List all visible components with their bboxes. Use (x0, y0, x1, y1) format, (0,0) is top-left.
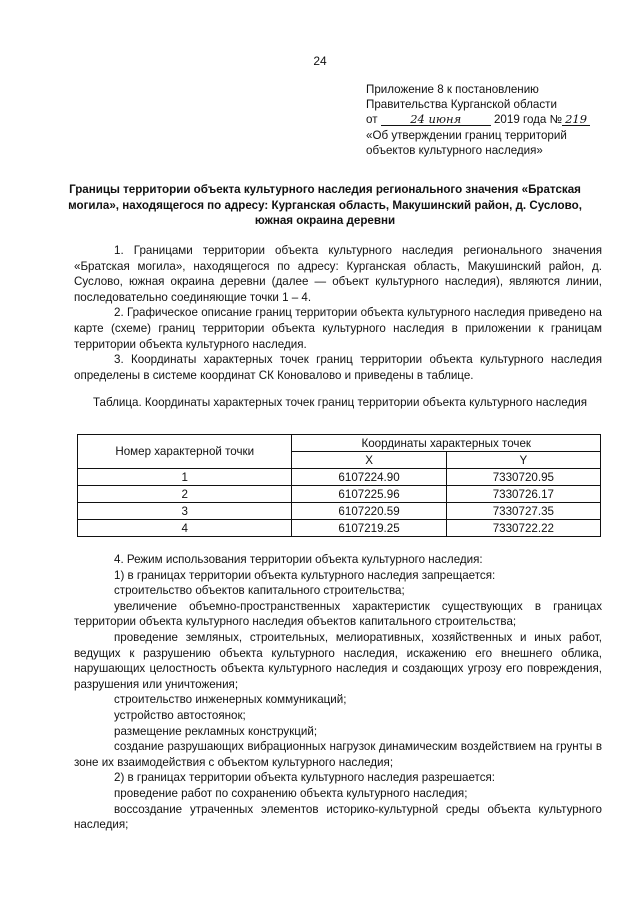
table-caption: Таблица. Координаты характерных точек границ территории объекта культурного наследия (92, 396, 587, 409)
regime-item: увеличение объемно-пространственных характеристик существующих в границах территории объекта культурного наследия объектов капитального строительства; (74, 599, 602, 629)
cell-point: 4 (78, 520, 292, 537)
regime-allowed-heading: 2) в границах территории объекта культурного наследия разрешается: (114, 771, 496, 785)
table-row (78, 503, 601, 520)
appendix-line-3 (366, 112, 611, 127)
table-header-row (78, 435, 601, 452)
regime-item: воссоздание утраченных элементов историко-культурной среды объекта культурного наследия; (74, 802, 602, 832)
header-point-number: Номер характерной точки (78, 435, 292, 469)
document-title: Границы территории объекта культурного наследия регионального значения «Братская могила», находящегося по адресу: Курганская область, Макушинский район, д. Суслово, южная окраина деревни (68, 183, 582, 228)
appendix-block (366, 82, 611, 158)
regime-item: размещение рекламных конструкций; (114, 724, 318, 738)
page-number: 24 (313, 54, 327, 68)
appendix-year-text: 2019 года № (493, 113, 563, 127)
regime-prohibited-heading: 1) в границах территории объекта культурного наследия запрещается: (114, 568, 496, 582)
header-y: Y (446, 452, 600, 469)
cell-x: 6107220.59 (292, 503, 446, 520)
regime-item: строительство объектов капитального строительства; (114, 584, 405, 598)
appendix-line-1: Приложение 8 к постановлению (366, 83, 539, 96)
header-x: X (292, 452, 446, 469)
handwritten-number: 219 (562, 113, 590, 126)
cell-y: 7330722.22 (446, 520, 600, 537)
paragraph-1: 1. Границами территории объекта культурного наследия регионального значения «Братская могила», находящегося по адресу: Курганская область, Макушинский район, д. Суслово, южная окраина деревни (далее — объект культурного наследия), являются линии, последовательно соединяющие точки 1 – 4. (74, 244, 602, 304)
table-row (78, 469, 601, 486)
regime-item: проведение работ по сохранению объекта культурного наследия; (114, 786, 468, 800)
appendix-date-prefix: от (366, 113, 378, 127)
cell-x: 6107224.90 (292, 469, 446, 486)
cell-y: 7330726.17 (446, 486, 600, 503)
handwritten-date: 24 июня (381, 113, 491, 126)
appendix-line-4: «Об утверждении границ территорий (366, 128, 567, 142)
appendix-line-5: объектов культурного наследия» (366, 143, 543, 157)
cell-x: 6107219.25 (292, 520, 446, 537)
table-row (78, 486, 601, 503)
cell-point: 2 (78, 486, 292, 503)
cell-y: 7330727.35 (446, 503, 600, 520)
paragraph-2: 2. Графическое описание границ территории объекта культурного наследия приведено на карте (схеме) границ территории объекта культурного наследия в приложении к границам территории объекта культурного наследия. (74, 306, 602, 351)
coordinates-table (77, 434, 601, 537)
cell-x: 6107225.96 (292, 486, 446, 503)
intro-section (74, 243, 602, 383)
regime-item: строительство инженерных коммуникаций; (114, 693, 347, 707)
regime-heading: 4. Режим использования территории объекта культурного наследия: (114, 553, 483, 566)
paragraph-3: 3. Координаты характерных точек границ территории объекта культурного наследия определены в системе координат СК Коновалово и приведены в таблице. (74, 353, 602, 382)
cell-y: 7330720.95 (446, 469, 600, 486)
regime-item: устройство автостоянок; (114, 708, 246, 722)
regime-item: создание разрушающих вибрационных нагрузок динамическим воздействием на грунты в зоне их взаимодействия с объектом культурного наследия; (74, 740, 602, 769)
cell-point: 1 (78, 469, 292, 486)
header-coordinates: Координаты характерных точек (292, 435, 601, 452)
appendix-line-2: Правительства Курганской области (366, 98, 557, 112)
regime-section (74, 552, 602, 833)
cell-point: 3 (78, 503, 292, 520)
table-row (78, 520, 601, 537)
regime-item: проведение земляных, строительных, мелиоративных, хозяйственных и иных работ, ведущих к разрушению объекта культурного наследия, искажению его внешнего облика, нарушающих целостность объекта культурного наследия и создающих угрозу его повреждения, разрушения или уничтожения; (74, 630, 602, 691)
